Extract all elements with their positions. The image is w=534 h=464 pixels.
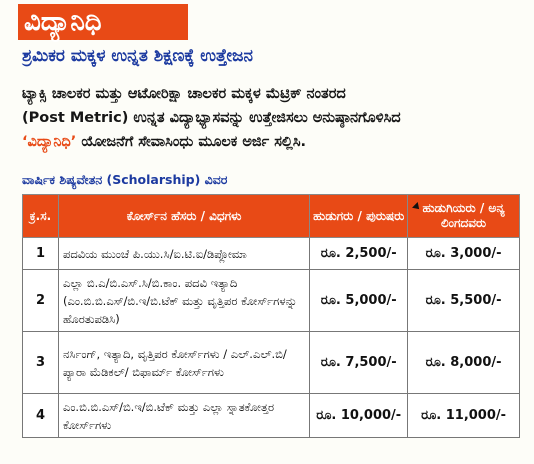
section-label: ವಾರ್ಷಿಕ ಶಿಷ್ಯವೇತನ (Scholarship) ವಿವರ: [22, 172, 228, 187]
row-girls-amount: ರೂ. 8,000/-: [408, 332, 520, 394]
description: [22, 82, 522, 154]
subtitle: ಶ್ರಮಿಕರ ಮಕ್ಕಳ ಉನ್ನತ ಶಿಕ್ಷಣಕ್ಕೆ ಉತ್ತೇಜನ: [22, 46, 253, 66]
description-line-1: ಟ್ಯಾಕ್ಸಿ ಚಾಲಕರ ಮತ್ತು ಆಟೋರಿಕ್ಷಾ ಚಾಲಕರ ಮಕ್ಕಳ ಮೆಟ್ರಿಕ್ ನಂತರದ: [22, 86, 346, 102]
row-serial: 4: [23, 394, 59, 438]
header-boys: ಹುಡುಗರು / ಪುರುಷರು: [310, 195, 408, 238]
header-girls: ಹುಡುಗಿಯರು / ಅನ್ಯ ಲಿಂಗದವರು: [408, 195, 520, 238]
description-line-3-rest: ಯೋಜನೆಗೆ ಸೇವಾಸಿಂಧು ಮೂಲಕ ಅರ್ಜಿ ಸಲ್ಲಿಸಿ.: [81, 134, 307, 150]
scholarship-table: [22, 194, 520, 438]
row-course: ಪದವಿಯ ಮುಂಚೆ ಪಿ.ಯು.ಸಿ/ಐ.ಟಿ.ಐ/ಡಿಪ್ಲೋಮಾ: [58, 238, 309, 270]
row-girls-amount: ರೂ. 3,000/-: [408, 238, 520, 270]
description-line-2: (Post Metric) ಉನ್ನತ ವಿದ್ಯಾಭ್ಯಾಸವನ್ನು ಉತ್ತೇಜಿಸಲು ಅನುಷ್ಠಾನಗೊಳಿಸಿದ: [22, 110, 401, 126]
page-title: ವಿದ್ಯಾನಿಧಿ: [18, 4, 188, 40]
row-girls-amount: ರೂ. 11,000/-: [408, 394, 520, 438]
row-course: ಎಲ್ಲಾ ಬಿ.ಎ/ಬಿ.ಎಸ್.ಸಿ/ಬಿ.ಕಾಂ. ಪದವಿ ಇತ್ಯಾದಿ (ಎಂ.ಬಿ.ಬಿ.ಎಸ್/ಬಿ.ಇ/ಬಿ.ಟೆಕ್ ಮತ್ತು ವೃತ್ತಿಪರ ಕೋರ್ಸ್‌ಗಳನ್ನು ಹೊರತುಪಡಿಸಿ): [58, 270, 309, 332]
description-line-3: [22, 130, 522, 154]
table-row: [23, 270, 520, 332]
table-row: [23, 332, 520, 394]
header-serial: ಕ್ರ.ಸ.: [23, 195, 59, 238]
row-boys-amount: ರೂ. 7,500/-: [310, 332, 408, 394]
row-serial: 3: [23, 332, 59, 394]
row-girls-amount: ರೂ. 5,500/-: [408, 270, 520, 332]
table-row: [23, 238, 520, 270]
row-boys-amount: ರೂ. 10,000/-: [310, 394, 408, 438]
scheme-name: ‘ವಿದ್ಯಾನಿಧಿ’: [22, 134, 77, 150]
row-serial: 2: [23, 270, 59, 332]
row-serial: 1: [23, 238, 59, 270]
table-row: [23, 394, 520, 438]
row-boys-amount: ರೂ. 5,000/-: [310, 270, 408, 332]
table-header-row: [23, 195, 520, 238]
row-course: ನರ್ಸಿಂಗ್, ಇತ್ಯಾದಿ, ವೃತ್ತಿಪರ ಕೋರ್ಸ್‌ಗಳು / ಎಲ್.ಎಲ್.ಬಿ/ಪ್ಯಾರಾ ಮೆಡಿಕಲ್/ ಬಿಫಾರ್ಮ್ ಕೋರ್ಸ್‌ಗಳು: [58, 332, 309, 394]
row-course: ಎಂ.ಬಿ.ಬಿ.ಎಸ್/ಬಿ.ಇ/ಬಿ.ಟೆಕ್ ಮತ್ತು ಎಲ್ಲಾ ಸ್ನಾತಕೋತ್ತರ ಕೋರ್ಸ್‌ಗಳು: [58, 394, 309, 438]
row-boys-amount: ರೂ. 2,500/-: [310, 238, 408, 270]
header-course: ಕೋರ್ಸ್‌ನ ಹೆಸರು / ವಿಧಗಳು: [58, 195, 309, 238]
